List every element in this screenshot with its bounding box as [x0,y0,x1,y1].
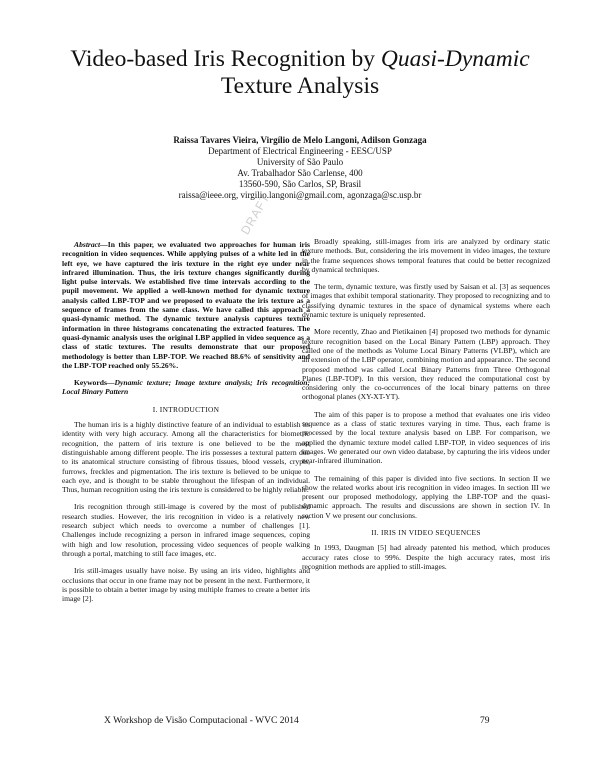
left-column [62,240,310,611]
affiliation-department: Department of Electrical Engineering - EESC/USP [208,146,392,156]
author-emails: raissa@ieee.org, virgilio.langoni@gmail.com, agonzaga@sc.usp.br [178,190,422,200]
right-paragraph-6: In 1993, Daugman [5] had already patented his method, which produces accuracy rates close to 99%. Despite the high accuracy rates, most iris recognition methods are applied to still-images. [302,543,550,571]
section-heading-iris-video: II. IRIS IN VIDEO SEQUENCES [371,528,481,538]
author-block [80,135,520,201]
right-paragraph-1: Broadly speaking, still-images from iris are analyzed by ordinary static texture methods. But, considering the iris movement in video images, the texture in the frame sequences shows temporal features that could be better recognized by dynamical techniques. [302,237,550,274]
title-part-1: Video-based Iris Recognition by [70,46,381,72]
title-emphasis: Quasi-Dynamic [380,46,530,72]
abstract-lead: Abstract— [74,240,108,249]
address-city: 13560-590, São Carlos, SP, Brasil [238,179,362,189]
intro-paragraph-2: Iris recognition through still-image is covered by the most of published research studies. However, the iris recognition in video is a relatively new research subject which needs to overcome a number of challenges [1]. Challenges include recognizing a person in infrared image sequences, coping with high and low resolution, processing video sequences of people walking through a portal, matching to still face images, etc. [62,502,310,558]
keywords-lead: Keywords— [74,378,115,388]
right-paragraph-4: The aim of this paper is to propose a method that evaluates one iris video sequence as a class of static textures varying in time. Thus, each frame is processed by the local texture analysis based on LBP. For comparison, we applied the dynamic texture model called LBP-TOP, in video sequences of iris images. We generated our own video database, by capturing the iris videos under near-infrared illumination. [302,409,550,466]
keywords [62,378,310,397]
footer-page-number: 79 [480,716,490,726]
intro-paragraph-3: Iris still-images usually have noise. By using an iris video, highlights and occlusions that occur in one frame may not be present in the next. Furthermore, it is possible to obtain a better image by using multiple frames to create a better iris image [2]. [62,566,310,604]
keywords-body: Dynamic texture; Image texture analysis; Iris recognition; Local Binary Pattern [62,378,310,397]
section-heading-introduction: I. INTRODUCTION [152,404,220,414]
right-paragraph-2: The term, dynamic texture, was firstly used by Saisan et al. [3] as sequences of images that exhibit temporal stationarity. They proposed to recognizing and to classifying dynamic textures in the space of dynamical systems where each dynamic texture is uniquely represented. [302,282,550,320]
right-paragraph-5: The remaining of this paper is divided into five sections. In section II we show the related works about iris recognition in video images. In section III we present our proposed methodology, applying the LBP-TOP and the quasi-dynamic approach. The results and discussions are shown in section IV. In section V we present our conclusions. [302,473,550,520]
footer-venue: X Workshop de Visão Computacional - WVC 2014 [104,716,299,726]
paper-title [60,46,540,100]
author-names: Raissa Tavares Vieira, Virgílio de Melo Langoni, Adilson Gonzaga [173,135,427,145]
intro-paragraph-1: The human iris is a highly distinctive feature of an individual to establish its identity with very high accuracy. Among all the characteristics for biometric recognition, the pattern of iris texture is one believed to be the most distinguishable among different people. The iris possesses a textural pattern due to its anatomical structure consisting of fibrous tissues, blood vessels, crypts, furrows, freckles and pigmentation. The iris texture is believed to be unique to each eye, and is thought to be stable throughout the lifespan of an individual. Thus, human recognition using the iris texture is considered to be highly reliable. [62,420,310,495]
title-part-2: Texture Analysis [220,73,380,99]
affiliation-university: University of São Paulo [256,157,344,167]
address-street: Av. Trabalhador São Carlense, 400 [237,168,363,178]
abstract-body: In this paper, we evaluated two approaches for human iris recognition in video sequences. While applying pulses of a white led in the left eye, we have captured the iris texture in the right eye under near infrared illumination. Thus, the iris texture changes significantly during light pulse intervals. We established five time intervals according to the pupil movement. We applied a well-known method for dynamic texture analysis called LBP-TOP and we proposed to evaluate the iris texture as a sequence of frames from the same class. We have called this approach a quasi-dynamic method. The dynamic texture analysis captures texture information in three histograms concatenating the extracted features. The quasi-dynamic analysis uses the original LBP applied in video sequence as a class of static textures. The results demonstrate that our proposed methodology is better than LBP-TOP. We reached 88.6% of sensitivity and the LBP-TOP reached only 55.26%. [62,240,310,370]
right-paragraph-3: More recently, Zhao and Pietikainen [4] proposed two methods for dynamic texture recognition based on the Local Binary Pattern (LBP) approach. They called one of the methods as Volume Local Binary Patterns (VLBP), which are an extension of the LBP operator, combining motion and appearance. The second proposed method was called Local Binary Patterns from Three Orthogonal Planes (LBP-TOP). In this version, they reduced the computational cost by considering only the co-occurrences of the local binary patterns on three orthogonal planes (XY-XT-YT). [302,327,550,402]
right-column [302,237,550,579]
abstract [62,240,310,370]
draft-watermark: DRAFT [238,191,273,237]
